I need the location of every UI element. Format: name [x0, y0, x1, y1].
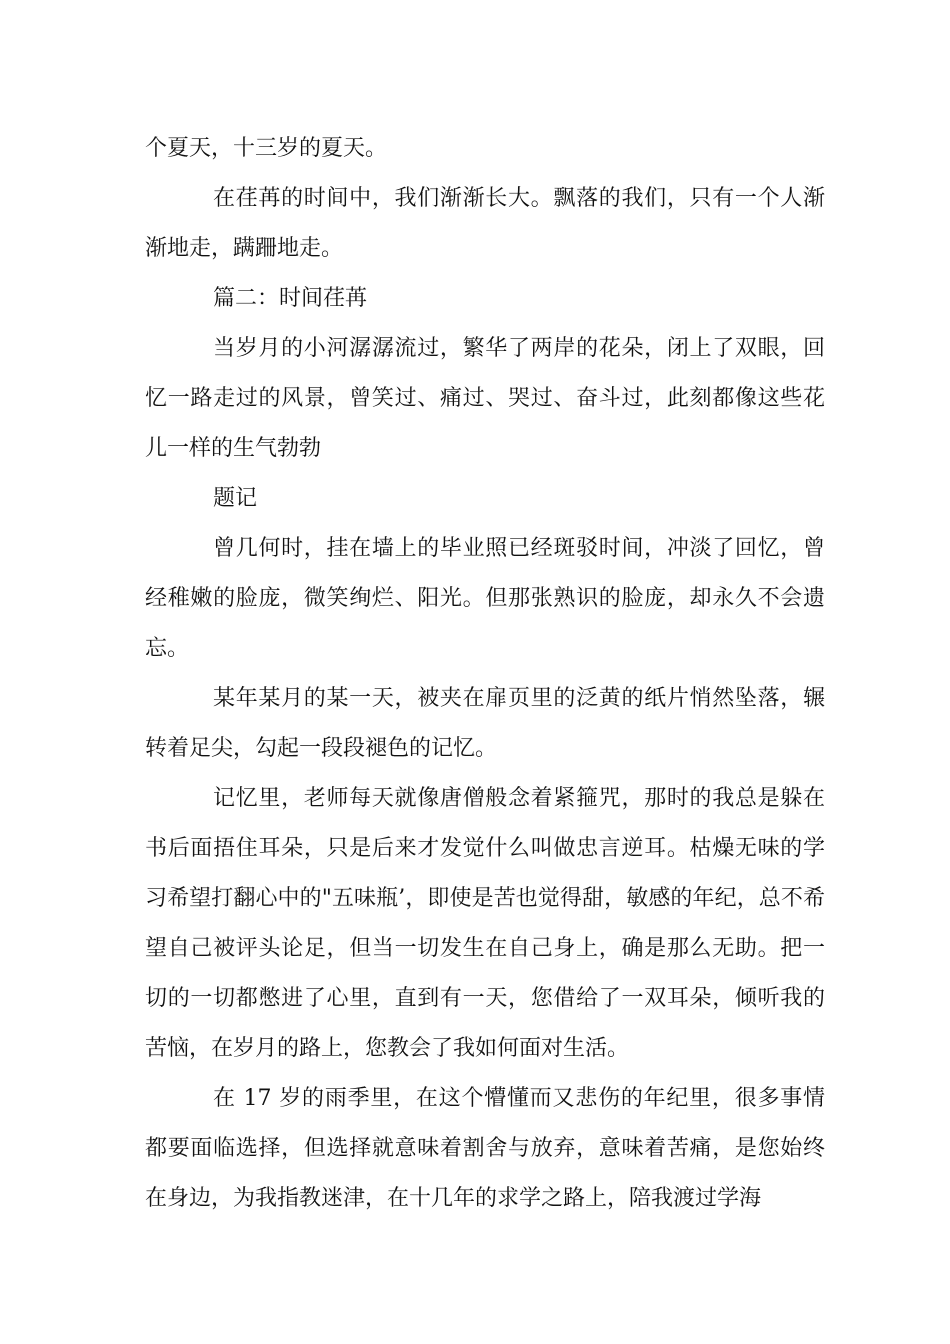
paragraph-4: 曾几何时，挂在墙上的毕业照已经斑驳时间，冲淡了回忆，曾经稚嫩的脸庞，微笑绚烂、阳光。但那张熟识的脸庞，却永久不会遗忘。	[145, 536, 825, 661]
paragraph-5: 某年某月的某一天，被夹在扉页里的泛黄的纸片悄然坠落，辗转着足尖，勾起一段段褪色的记忆。	[145, 686, 825, 761]
section-heading: 篇二：时间荏苒	[213, 286, 368, 311]
paragraph-2: 在荏苒的时间中，我们渐渐长大。飘落的我们，只有一个人渐渐地走，蹒跚地走。	[145, 186, 825, 261]
paragraph-7: 在 17 岁的雨季里，在这个懵懂而又悲伤的年纪里，很多事情都要面临选择，但选择就意味着割舍与放弃，意味着苦痛，是您始终在身边，为我指教迷津，在十几年的求学之路上，陪我渡过学海	[145, 1086, 825, 1211]
paragraph-1: 个夏天，十三岁的夏天。	[145, 136, 388, 161]
paragraph-6: 记忆里，老师每天就像唐僧般念着紧箍咒，那时的我总是躲在书后面捂住耳朵，只是后来才发觉什么叫做忠言逆耳。枯燥无味的学习希望打翻心中的"五味瓶’，即使是苦也觉得甜，敏感的年纪，总不希望自己被评头论足，但当一切发生在自己身上，确是那么无助。把一切的一切都憋进了心里，直到有一天，您借给了一双耳朵，倾听我的苦恼，在岁月的路上，您教会了我如何面对生活。	[145, 786, 825, 1061]
document-body	[145, 124, 825, 1224]
paragraph-3: 当岁月的小河潺潺流过，繁华了两岸的花朵，闭上了双眼，回忆一路走过的风景，曾笑过、痛过、哭过、奋斗过，此刻都像这些花儿一样的生气勃勃	[145, 336, 825, 461]
epigraph-label: 题记	[213, 486, 258, 511]
